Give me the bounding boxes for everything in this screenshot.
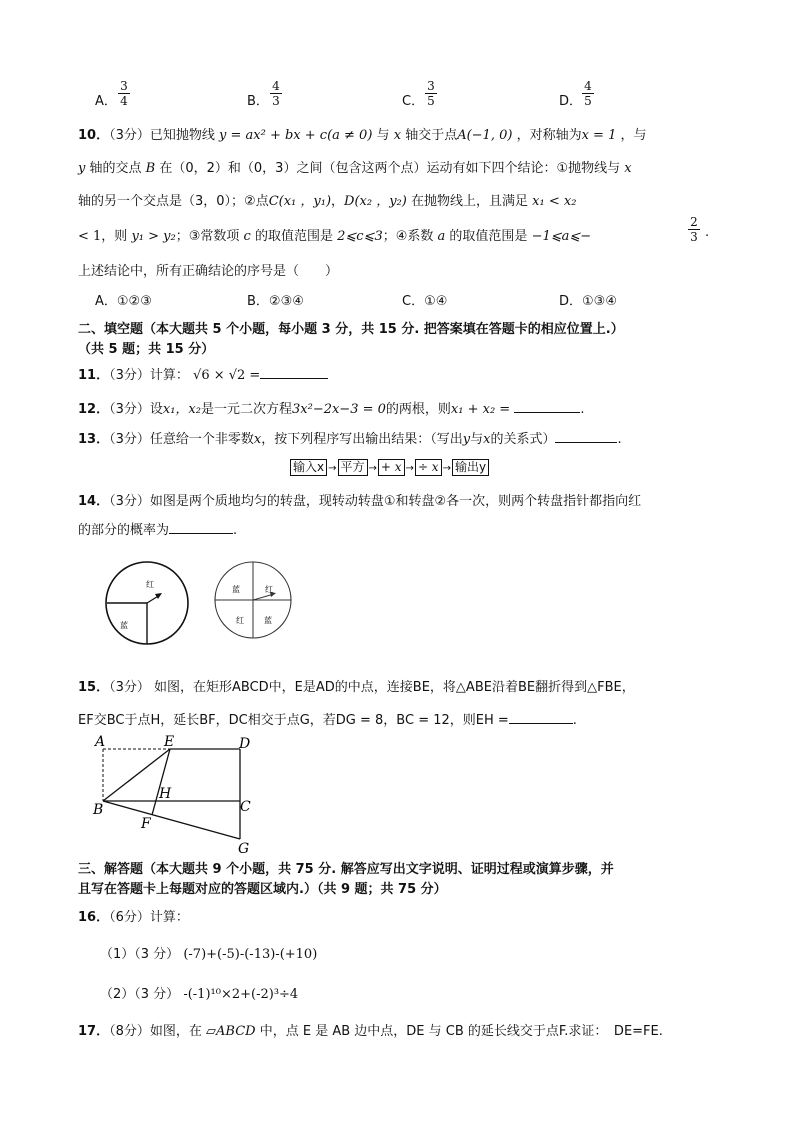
section3-heading: 三、解答题（本大题共 9 个小题，共 75 分. 解答应写出文字说明、证明过程或演算步骤，并: [78, 862, 614, 877]
q10-line2: y 轴的交点 B 在（0，2）和（0，3）之间（包含这两个点）运动有如下四个结论：①抛物线与 x: [78, 161, 632, 176]
q10-dot: .: [705, 225, 710, 240]
question-number: 10．: [78, 128, 110, 143]
q10-fraction: $\frac{2}{3}$: [688, 215, 700, 244]
question-score: （3分）: [109, 128, 150, 143]
q16-part2: （2）（3 分） -(-1)¹⁰×2+(-2)³÷4: [100, 987, 299, 1002]
q11: 11．（3分）计算： √6 × √2 =: [78, 364, 328, 383]
q12: 12．（3分）设x₁，x₂是一元二次方程3x²−2x−3 = 0的两根，则x₁ + x₂ = .: [78, 402, 585, 417]
point-label-F: F: [141, 816, 151, 832]
rectangle-fold-figure: [90, 730, 260, 856]
question-score: （3分）: [109, 680, 150, 695]
q10-line1: 10．（3分）已知抛物线 y = ax² + bx + c(a ≠ 0) 与 x 轴交于点A(−1, 0) ，对称轴为x = 1 ，与: [78, 128, 647, 143]
q9-option-a-fraction: $\frac{3}{4}$: [118, 79, 130, 108]
answer-blank: [169, 521, 233, 534]
parabola-formula: y = ax² + bx + c(a ≠ 0): [219, 128, 373, 143]
point-label-E: E: [164, 734, 175, 750]
question-number: 17．: [78, 1024, 110, 1039]
point-label-C: C: [240, 799, 251, 815]
question-score: （3分）: [109, 494, 150, 509]
question-score: （8分）: [109, 1024, 150, 1039]
q10-option-d: D．①③④: [559, 294, 617, 309]
q9-option-label: D．: [559, 94, 583, 109]
point-label-H: H: [159, 786, 172, 802]
answer-blank: [509, 711, 573, 724]
spinner-label: 蓝: [264, 616, 272, 625]
q10-option-c: C．①④: [402, 294, 448, 309]
q13-flowchart: [290, 459, 489, 476]
section3-subheading: 且写在答题卡上每题对应的答题区域内.）（共 9 题；共 75 分）: [78, 882, 447, 897]
q15-line2: EF交BC于点H，延长BF，DC相交于点G，若DG = 8，BC = 12，则EH = .: [78, 713, 577, 728]
q10-option-a: A．①②③: [95, 294, 152, 309]
question-number: 16．: [78, 910, 110, 925]
arrow-right-icon: →: [405, 463, 414, 474]
segment-EF: [152, 749, 170, 815]
segment-BG: [103, 801, 240, 839]
spinner-label: 红: [146, 580, 154, 589]
arrow-right-icon: →: [328, 463, 337, 474]
spinner-disks-figure: [100, 560, 310, 648]
q14-line1: 14．（3分）如图是两个质地均匀的转盘，现转动转盘①和转盘②各一次，则两个转盘指针都指向红: [78, 494, 642, 509]
q9-option-c: [402, 90, 424, 109]
q10-line3: 轴的另一个交点是（3，0）；②点C(x₁ ，y₁)，D(x₂ ，y₂) 在抛物线上，且满足 x₁ < x₂: [78, 194, 577, 209]
q9-option-b: [247, 90, 269, 109]
flow-step: + x: [378, 459, 405, 476]
q16: 16．（6分）计算：: [78, 910, 189, 925]
q9-option-label: A．: [95, 94, 117, 109]
spinner-label: 红: [265, 585, 273, 594]
q9-option-label: C．: [402, 94, 425, 109]
spinner-label: 蓝: [232, 585, 240, 594]
q9-option-d-fraction: $\frac{4}{5}$: [582, 79, 594, 108]
question-number: 14．: [78, 494, 110, 509]
question-number: 12．: [78, 402, 110, 417]
point-label-A: A: [95, 734, 106, 750]
q9-option-label: B．: [247, 94, 269, 109]
question-number: 15．: [78, 680, 110, 695]
question-score: （3分）: [109, 432, 150, 447]
spinner-label: 红: [236, 616, 244, 625]
question-score: （3分）: [109, 368, 150, 383]
point-label-G: G: [238, 841, 250, 856]
q14-line2: 的部分的概率为 .: [78, 523, 238, 538]
point-label-B: B: [93, 802, 104, 818]
q9-option-a: [95, 90, 117, 109]
q10-line5: 上述结论中，所有正确结论的序号是（ ）: [78, 264, 339, 279]
arrow-right-icon: →: [368, 463, 377, 474]
arrow-right-icon: →: [442, 463, 451, 474]
section2-subheading: （共 5 题；共 15 分）: [78, 342, 215, 357]
question-number: 13．: [78, 432, 110, 447]
q17: 17．（8分）如图，在 ▱ABCD 中，点 E 是 AB 边中点，DE 与 CB 的延长线交于点F.求证： DE=FE.: [78, 1024, 663, 1039]
section2-heading: 二、填空题（本大题共 5 个小题，每小题 3 分，共 15 分. 把答案填在答题卡的相应位置上.）: [78, 322, 624, 337]
question-number: 11．: [78, 368, 110, 383]
answer-blank: [514, 400, 580, 413]
point-label-D: D: [239, 736, 251, 752]
flow-step: ÷ x: [415, 459, 442, 476]
flow-step: 输入x: [290, 459, 327, 476]
q9-option-c-fraction: $\frac{3}{5}$: [425, 79, 437, 108]
q10-line4: < 1，则 y₁ > y₂；③常数项 c 的取值范围是 2⩽c⩽3；④系数 a 的取值范围是 −1⩽a⩽−: [78, 229, 592, 244]
q9-option-d: [559, 90, 582, 109]
q10-option-b: B．②③④: [247, 294, 304, 309]
question-score: （3分）: [109, 402, 150, 417]
answer-blank: [555, 430, 617, 443]
question-score: （6分）: [109, 910, 150, 925]
q11-expression: √6 × √2 =: [193, 368, 261, 383]
answer-blank: [260, 366, 328, 379]
q16-part1: （1）（3 分） (-7)+(-5)-(-13)-(+10): [100, 947, 318, 962]
q15-line1: 15．（3分） 如图，在矩形ABCD中，E是AD的中点，连接BE，将△ABE沿着BE翻折得到△FBE，: [78, 680, 635, 695]
q13: 13．（3分）任意给一个非零数x，按下列程序写出输出结果：（写出y与x的关系式） .: [78, 432, 622, 447]
flow-step: 平方: [338, 459, 368, 476]
q9-option-b-fraction: $\frac{4}{3}$: [270, 79, 282, 108]
flow-step: 输出y: [452, 459, 489, 476]
spinner-label: 蓝: [120, 621, 128, 630]
